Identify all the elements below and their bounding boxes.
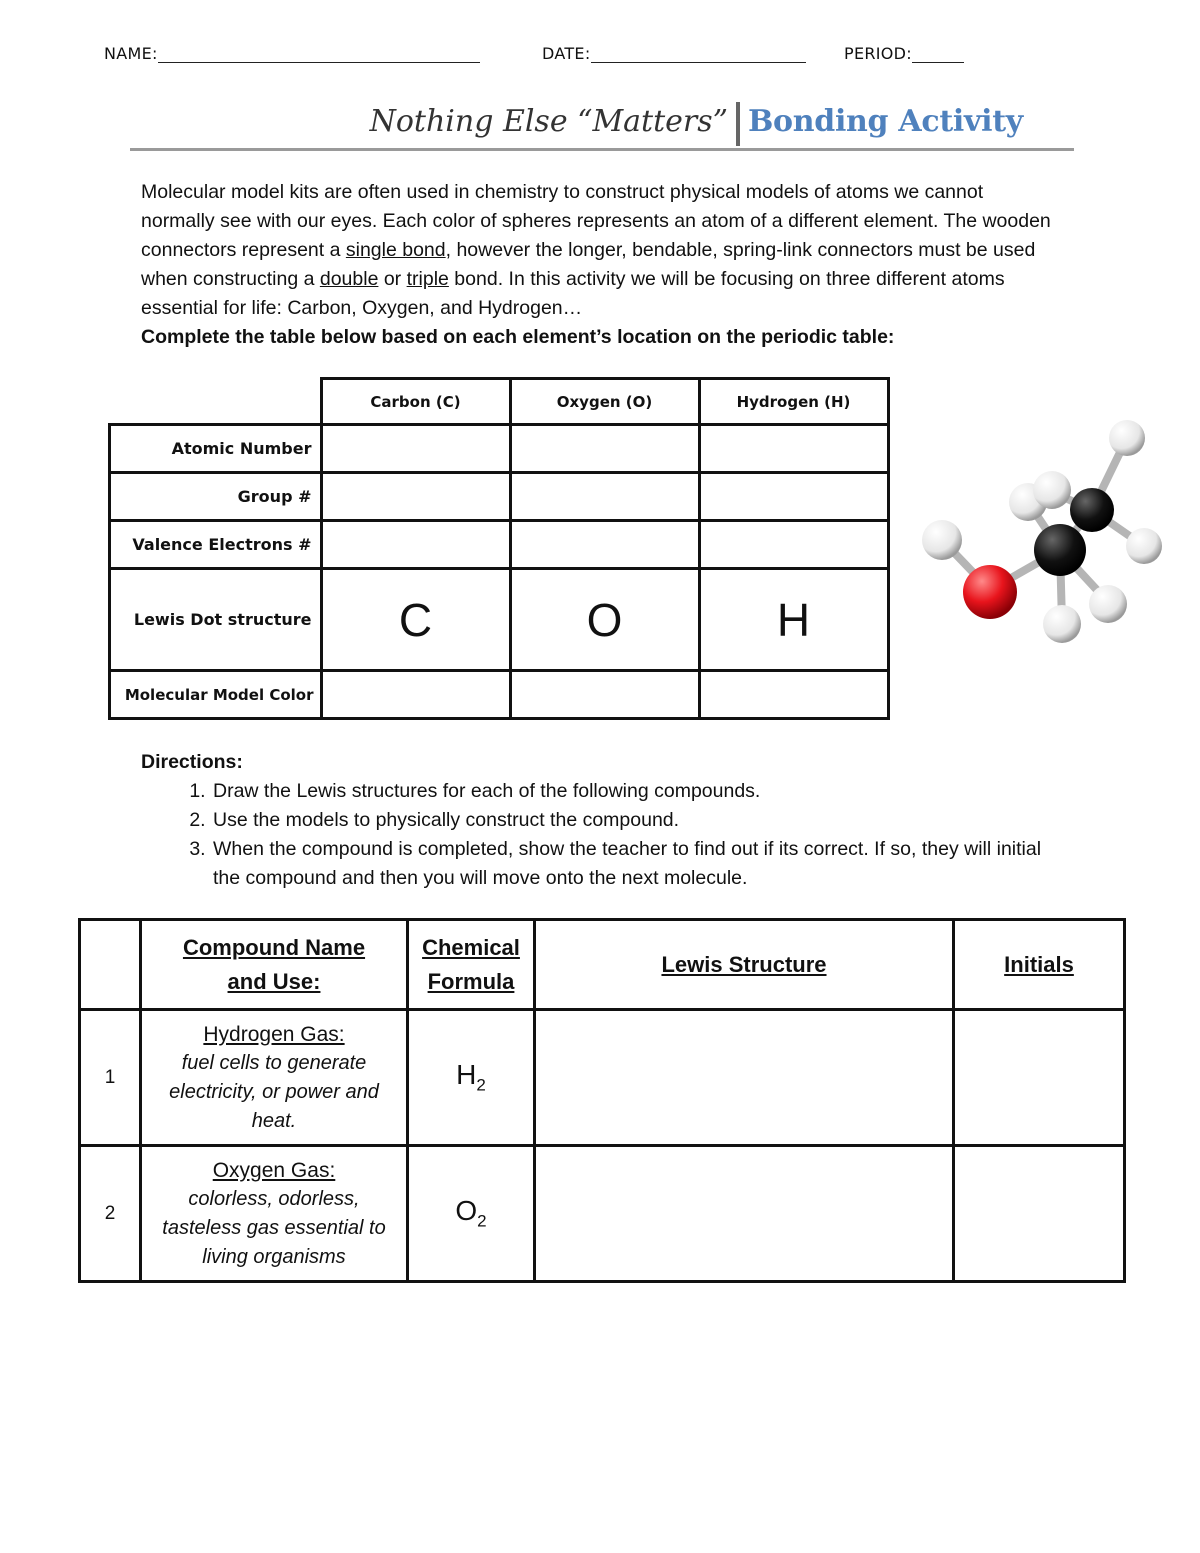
header-initials: Initials	[954, 920, 1125, 1010]
compound-table	[78, 918, 1126, 1283]
chemical-formula	[408, 1010, 535, 1146]
header-name-line2: and Use:	[227, 968, 321, 994]
oxygen-atom-sphere	[963, 565, 1017, 619]
header-name-line1: Compound Name	[182, 934, 366, 960]
date-field[interactable]	[542, 44, 806, 63]
chemical-formula	[408, 1146, 535, 1282]
row-model-color: Molecular Model Color	[110, 671, 322, 719]
row-atomic-number: Atomic Number	[110, 425, 322, 473]
title-separator	[736, 102, 740, 146]
cell-oxygen-group[interactable]	[510, 473, 699, 521]
hydrogen-atom-sphere	[1043, 605, 1081, 643]
cell-oxygen-valence[interactable]	[510, 521, 699, 569]
header-formula-line1: Chemical	[422, 934, 520, 960]
hydrogen-atom-sphere	[922, 520, 962, 560]
lewis-hydrogen[interactable]: H	[699, 569, 888, 671]
title-right: Bonding Activity	[748, 104, 1023, 139]
cell-hydrogen-valence[interactable]	[699, 521, 888, 569]
hydrogen-atom-sphere	[1109, 420, 1145, 456]
single-bond-term: single bond	[345, 239, 446, 261]
cell-carbon-atomic-number[interactable]	[321, 425, 510, 473]
hydrogen-atom-sphere	[1033, 471, 1071, 509]
cell-carbon-color[interactable]	[321, 671, 510, 719]
intro-text-a: Molecular model kits are often used in chemistry to construct physical models of atoms we cannot normally see with our eyes. Each color of spheres represents an atom of a different element. The wooden connectors represent a	[141, 181, 1051, 261]
cell-hydrogen-group[interactable]	[699, 473, 888, 521]
carbon-atom-sphere	[1070, 488, 1114, 532]
cell-oxygen-atomic-number[interactable]	[510, 425, 699, 473]
hydrogen-atom-sphere	[1126, 528, 1162, 564]
header-lewis-structure: Lewis Structure	[535, 920, 954, 1010]
molecule-model-image	[912, 410, 1172, 650]
formula-subscript: 2	[477, 1211, 487, 1231]
initials-answer[interactable]	[954, 1010, 1125, 1146]
name-blank-line	[158, 48, 480, 63]
direction-step: 2. Use the models to physically construct the compound.	[211, 806, 1071, 835]
directions-heading: Directions:	[141, 751, 243, 773]
double-bond-term: double	[319, 268, 379, 290]
date-label: DATE:	[542, 44, 591, 63]
cell-carbon-group[interactable]	[321, 473, 510, 521]
intro-text-c: bond. In this activity we will be focusing on three different atoms essential for life: Carbon, Oxygen, and Hydrogen…	[141, 268, 1005, 319]
lewis-structure-answer[interactable]	[535, 1146, 954, 1282]
row-lewis-dot: Lewis Dot structure	[110, 569, 322, 671]
direction-step: 3. When the compound is completed, show the teacher to find out if its correct. If so, they will initial the compound and then you will move onto the next molecule.	[211, 835, 1071, 893]
intro-text-b: , however the longer, bendable, spring-link connectors must be used when constructing a	[141, 239, 1036, 290]
row-valence-electrons: Valence Electrons #	[110, 521, 322, 569]
element-table	[108, 377, 890, 720]
carbon-atom-sphere	[1034, 524, 1086, 576]
date-blank-line	[591, 48, 806, 63]
compound-name: Oxygen Gas:	[212, 1158, 336, 1182]
cell-oxygen-color[interactable]	[510, 671, 699, 719]
col-oxygen: Oxygen (O)	[510, 379, 699, 425]
compound-name-cell	[141, 1146, 408, 1282]
period-field[interactable]	[844, 44, 964, 63]
formula-subscript: 2	[476, 1075, 486, 1095]
col-carbon: Carbon (C)	[321, 379, 510, 425]
table-corner	[110, 379, 322, 425]
triple-bond-term: triple	[406, 268, 449, 290]
compound-use: colorless, odorless, tasteless gas essential to living organisms	[162, 1187, 386, 1268]
initials-answer[interactable]	[954, 1146, 1125, 1282]
table-instruction: Complete the table below based on each element’s location on the periodic table:	[141, 326, 895, 348]
period-label: PERIOD:	[844, 44, 912, 63]
compound-name-cell	[141, 1010, 408, 1146]
lewis-structure-answer[interactable]	[535, 1010, 954, 1146]
direction-step: 1. Draw the Lewis structures for each of the following compounds.	[211, 777, 1071, 806]
row-number: 1	[80, 1010, 141, 1146]
hydrogen-atom-sphere	[1089, 585, 1127, 623]
directions-section	[141, 748, 1071, 893]
formula-element: O	[455, 1195, 478, 1227]
page-title	[130, 100, 1074, 151]
row-group: Group #	[110, 473, 322, 521]
header-chemical-formula	[408, 920, 535, 1010]
title-left: Nothing Else “Matters”	[369, 104, 728, 139]
header-compound-name	[141, 920, 408, 1010]
compound-name: Hydrogen Gas:	[203, 1022, 345, 1046]
intro-text-or: or	[378, 268, 407, 290]
lewis-carbon[interactable]: C	[321, 569, 510, 671]
header-number-cell	[80, 920, 141, 1010]
header-formula-line2: Formula	[427, 968, 515, 994]
intro-paragraph	[141, 178, 1061, 352]
period-blank-line	[912, 48, 964, 63]
formula-element: H	[456, 1059, 477, 1091]
name-label: NAME:	[104, 44, 158, 63]
lewis-oxygen[interactable]: O	[510, 569, 699, 671]
col-hydrogen: Hydrogen (H)	[699, 379, 888, 425]
name-field[interactable]	[104, 44, 480, 63]
row-number: 2	[80, 1146, 141, 1282]
cell-carbon-valence[interactable]	[321, 521, 510, 569]
directions-list	[141, 777, 1071, 893]
cell-hydrogen-atomic-number[interactable]	[699, 425, 888, 473]
cell-hydrogen-color[interactable]	[699, 671, 888, 719]
compound-use: fuel cells to generate electricity, or power and heat.	[169, 1051, 379, 1132]
